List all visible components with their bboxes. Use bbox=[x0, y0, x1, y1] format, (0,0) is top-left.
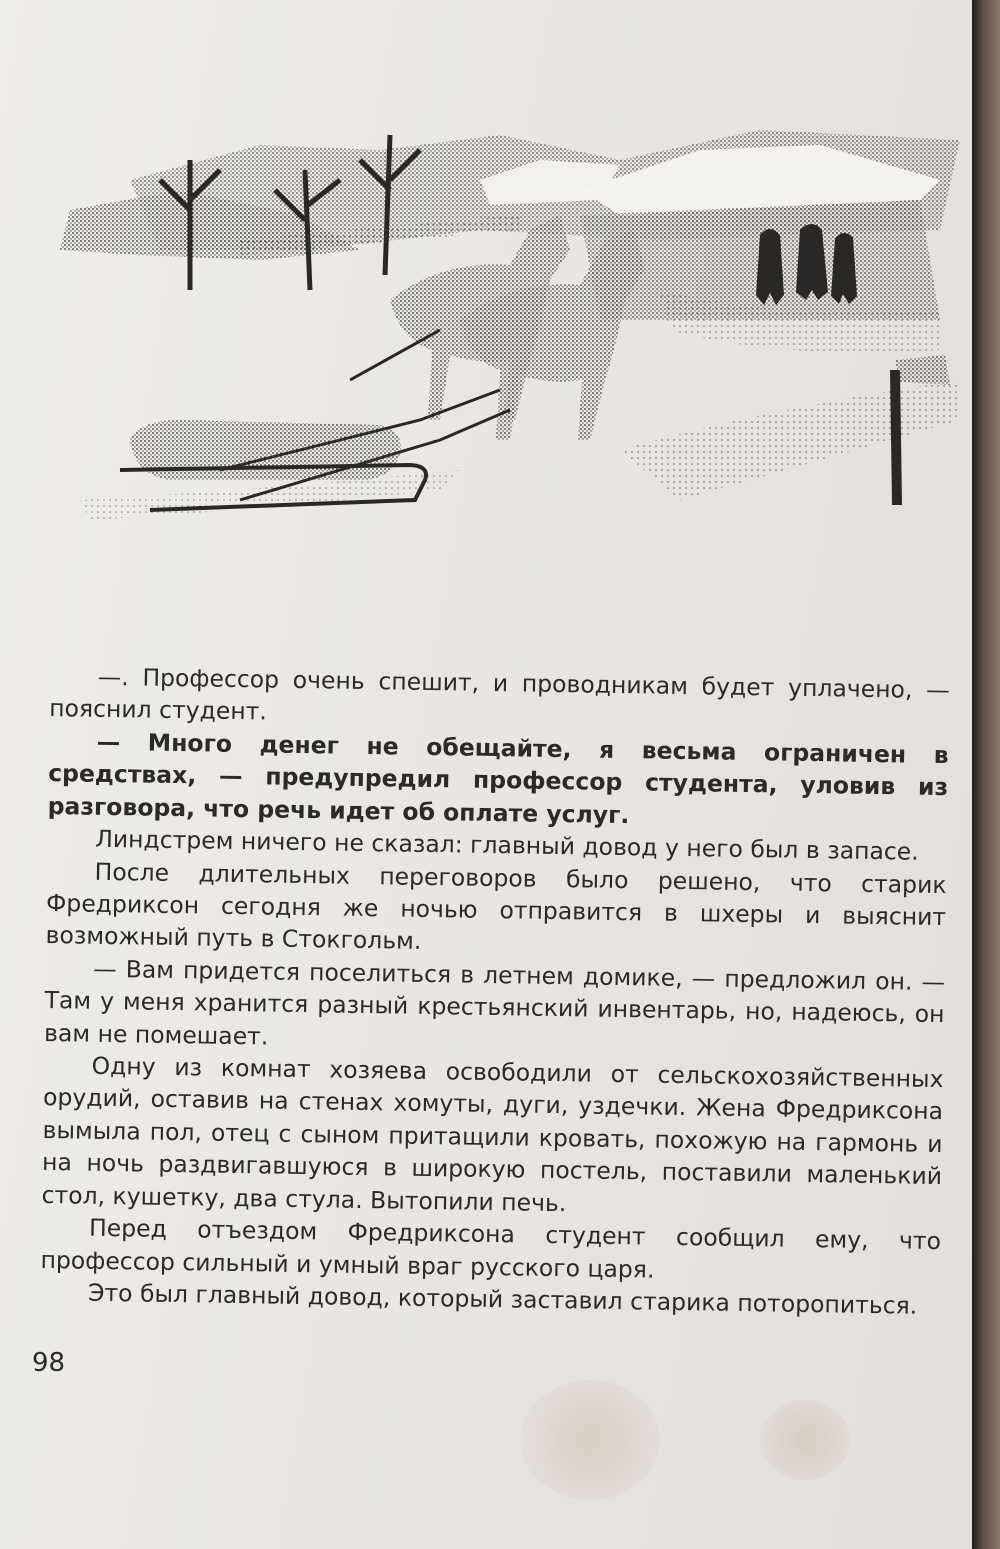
winter-village-sleigh-illustration bbox=[60, 120, 960, 580]
main-text bbox=[40, 660, 950, 1322]
book-spine-edge bbox=[972, 0, 1000, 1549]
paragraph: —. Профессор очень спешит, и проводникам будет уплачено, — пояснил студент. bbox=[49, 662, 950, 726]
page-number: 98 bbox=[32, 1348, 66, 1378]
paragraph: Одну из комнат хозяева освободили от сельскохозяйственных орудий, оставив на стенах хомуты, дуги, уздечки. Жена Фредриксона вымыла пол, отец с сыном притащили кровать, похожую на гармонь и на ночь раздвигавшуюся в широкую постель, поставили маленький стол, кушетку, два стула. Вытопили печь. bbox=[41, 1051, 944, 1217]
paragraph: Перед отъездом Фредриксона студент сообщил ему, что профессор сильный и умный враг русского царя. bbox=[40, 1213, 942, 1284]
paragraph: — Вам придется поселиться в летнем домике, — предложил он. — Там у меня хранится разный крестьянский инвентарь, но, надеюсь, он вам не помешает. bbox=[43, 954, 946, 1051]
paragraph: — Много денег не обещайте, я весьма ограничен в средствах, — предупредил профессор студента, уловив из разговора, что речь идет об оплате услуг. bbox=[47, 727, 949, 829]
paper-stain bbox=[760, 1400, 850, 1480]
paragraph: После длительных переговоров было решено, что старик Фредриксон сегодня же ночью отправится в шхеры и выяснит возможный путь в Стокгольм. bbox=[45, 857, 947, 956]
paper-stain bbox=[520, 1380, 660, 1500]
paragraph: Это был главный довод, который заставил старика поторопиться. bbox=[87, 1278, 918, 1320]
paragraph: Линдстрем ничего не сказал: главный довод у него был в запасе. bbox=[94, 824, 919, 866]
